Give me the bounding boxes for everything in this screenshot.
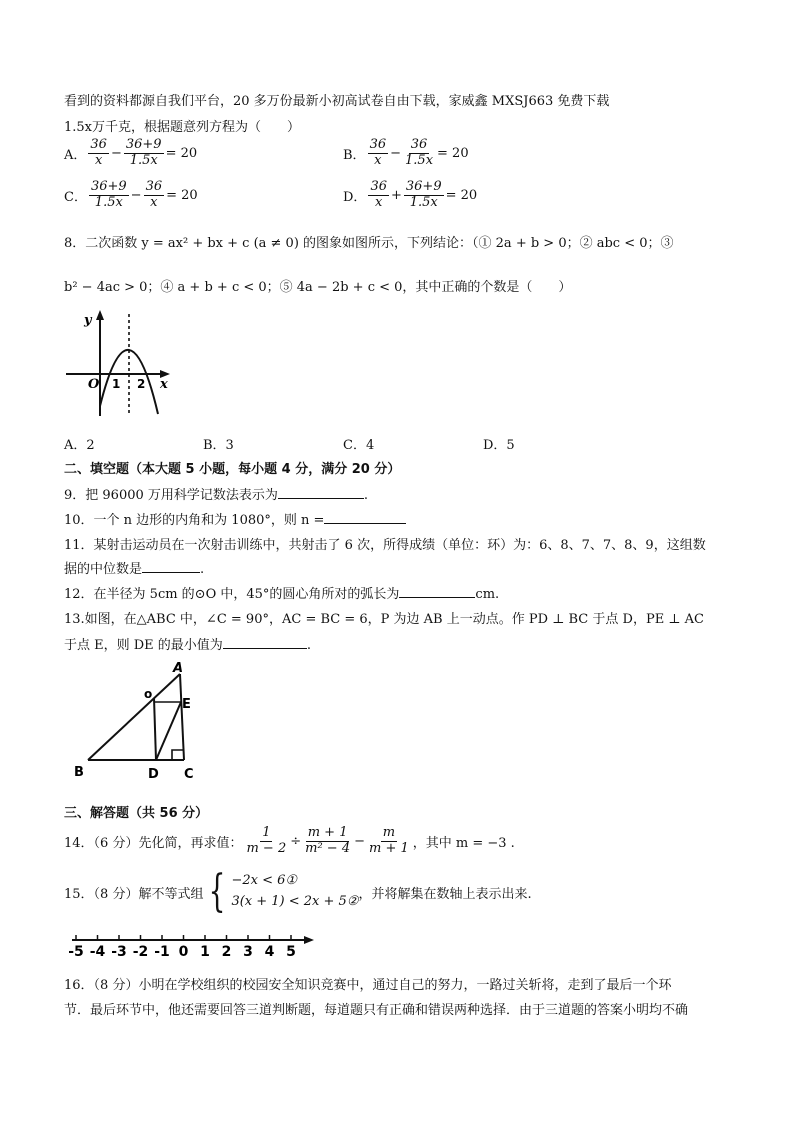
q10-answer-blank[interactable] bbox=[324, 523, 406, 524]
tick-label: 1 bbox=[200, 944, 210, 960]
label-b: B bbox=[74, 765, 84, 780]
label-c: C bbox=[184, 767, 194, 782]
q8-option-b: B．3 bbox=[203, 438, 234, 453]
tick-label: -2 bbox=[132, 944, 149, 960]
q12-answer-blank[interactable] bbox=[399, 597, 475, 598]
label-d: D bbox=[148, 767, 159, 782]
q8-option-a: A．2 bbox=[64, 438, 95, 453]
tick-label: 5 bbox=[286, 944, 296, 960]
tick-label: 0 bbox=[178, 944, 189, 960]
q8-line1: 8．二次函数 y = ax² + bx + c (a ≠ 0) 的图象如图所示，下列结论：（① 2a + b > 0；② abc < 0；③ bbox=[64, 236, 674, 251]
y-axis-arrow bbox=[96, 310, 104, 320]
tick-label: 2 bbox=[221, 944, 232, 960]
inequality-system: −2x < 6① 3(x + 1) < 2x + 5② bbox=[231, 873, 359, 909]
q7-tail: 1.5x万千克，根据题意列方程为（ ） bbox=[64, 120, 301, 135]
right-angle-mark bbox=[172, 750, 183, 760]
q9: 9．把 96000 万用科学记数法表示为 . bbox=[64, 488, 369, 503]
q8-line2: b² − 4ac > 0；④ a + b + c < 0；⑤ 4a − 2b + c < 0，其中正确的个数是（ ） bbox=[64, 280, 572, 295]
section3-title: 三、解答题（共 56 分） bbox=[64, 806, 209, 821]
label-e: E bbox=[182, 697, 191, 712]
q16-line2: 节．最后环节中，他还需要回答三道判断题，每道题只有正确和错误两种选择．由于三道题的答案小明均不确 bbox=[64, 1003, 689, 1018]
origin-label: O bbox=[88, 377, 100, 392]
q9-answer-blank[interactable] bbox=[278, 498, 364, 499]
segment-ac bbox=[180, 674, 184, 760]
q13-answer-blank[interactable] bbox=[223, 648, 307, 649]
tick-1-label: 1 bbox=[112, 377, 121, 391]
q11-line2: 据的中位数是 . bbox=[64, 562, 205, 577]
q13-line2: 于点 E，则 DE 的最小值为 . bbox=[64, 638, 311, 653]
q7-option-d: D． $\frac{36}{x}$ + $\frac{36+9}{1.5x}$ = 20 bbox=[343, 179, 478, 210]
q8-option-c: C．4 bbox=[343, 438, 375, 453]
q11-answer-blank[interactable] bbox=[142, 572, 200, 573]
q16-line1: 16．（8 分）小明在学校组织的校园安全知识竞赛中，通过自己的努力，一路过关斩将，走到了最后一个环 bbox=[64, 978, 672, 993]
system-brace: { bbox=[209, 866, 226, 917]
number-line-arrow bbox=[304, 936, 314, 944]
q15: 15．（8 分）解不等式组 { −2x < 6① 3(x + 1) < 2x + 5② ，并将解集在数轴上表示出来. bbox=[64, 866, 532, 917]
q14: 14．（6 分）先化简，再求值： $\frac{1}{m - 2}$ ÷ $\frac{m + 1}{\text{m² − 4}}$ − $\frac{m}{m + 1}$ ，其中 m = −3 . bbox=[64, 825, 515, 856]
label-p: o bbox=[144, 687, 153, 701]
q12: 12．在半径为 5cm 的⊙O 中，45°的圆心角所对的弧长为 cm. bbox=[64, 587, 500, 602]
q13-line1: 13.如图，在△ABC 中，∠C = 90°，AC = BC = 6，P 为边 AB 上一动点。作 PD ⊥ BC 于点 D，PE ⊥ AC bbox=[64, 612, 705, 627]
tick-label: -1 bbox=[154, 944, 170, 960]
segment-pd bbox=[154, 698, 156, 760]
q8-parabola-graph bbox=[62, 308, 172, 418]
q11-line1: 11．某射击运动员在一次射击训练中，共射击了 6 次，所得成绩（单位：环）为：6、8、7、7、8、9，这组数 bbox=[64, 538, 706, 553]
q10: 10．一个 n 边形的内角和为 1080°，则 n = bbox=[64, 509, 406, 528]
y-label: y bbox=[84, 313, 92, 328]
tick-label: 3 bbox=[243, 944, 253, 960]
segment-de bbox=[156, 702, 181, 760]
tick-2-label: 2 bbox=[137, 377, 146, 391]
tick-label: -4 bbox=[89, 944, 106, 960]
tick-label: 4 bbox=[264, 944, 275, 960]
q7-option-b: B． $\frac{36}{x}$ − $\frac{36}{1.5x}$ = 20 bbox=[343, 137, 469, 168]
segment-ab bbox=[88, 674, 180, 760]
label-a: A bbox=[173, 661, 184, 676]
section2-title: 二、填空题（本大题 5 小题，每小题 4 分，满分 20 分） bbox=[64, 462, 401, 477]
q8-option-d: D．5 bbox=[483, 438, 515, 453]
q7-option-c: C． $\frac{36+9}{1.5x}$ − $\frac{36}{x}$ = 20 bbox=[64, 179, 198, 210]
tick-label: -5 bbox=[68, 944, 84, 960]
number-line bbox=[68, 930, 318, 960]
q7-option-a: A． $\frac{36}{x}$ − $\frac{36+9}{1.5x}$ = 20 bbox=[64, 137, 198, 168]
q13-triangle-figure bbox=[72, 660, 204, 784]
tick-label: -3 bbox=[111, 944, 127, 960]
header-line: 看到的资料都源自我们平台，20 多万份最新小初高试卷自由下载，家威鑫 MXSJ663 免费下载 bbox=[64, 94, 610, 109]
x-label: x bbox=[160, 377, 168, 392]
